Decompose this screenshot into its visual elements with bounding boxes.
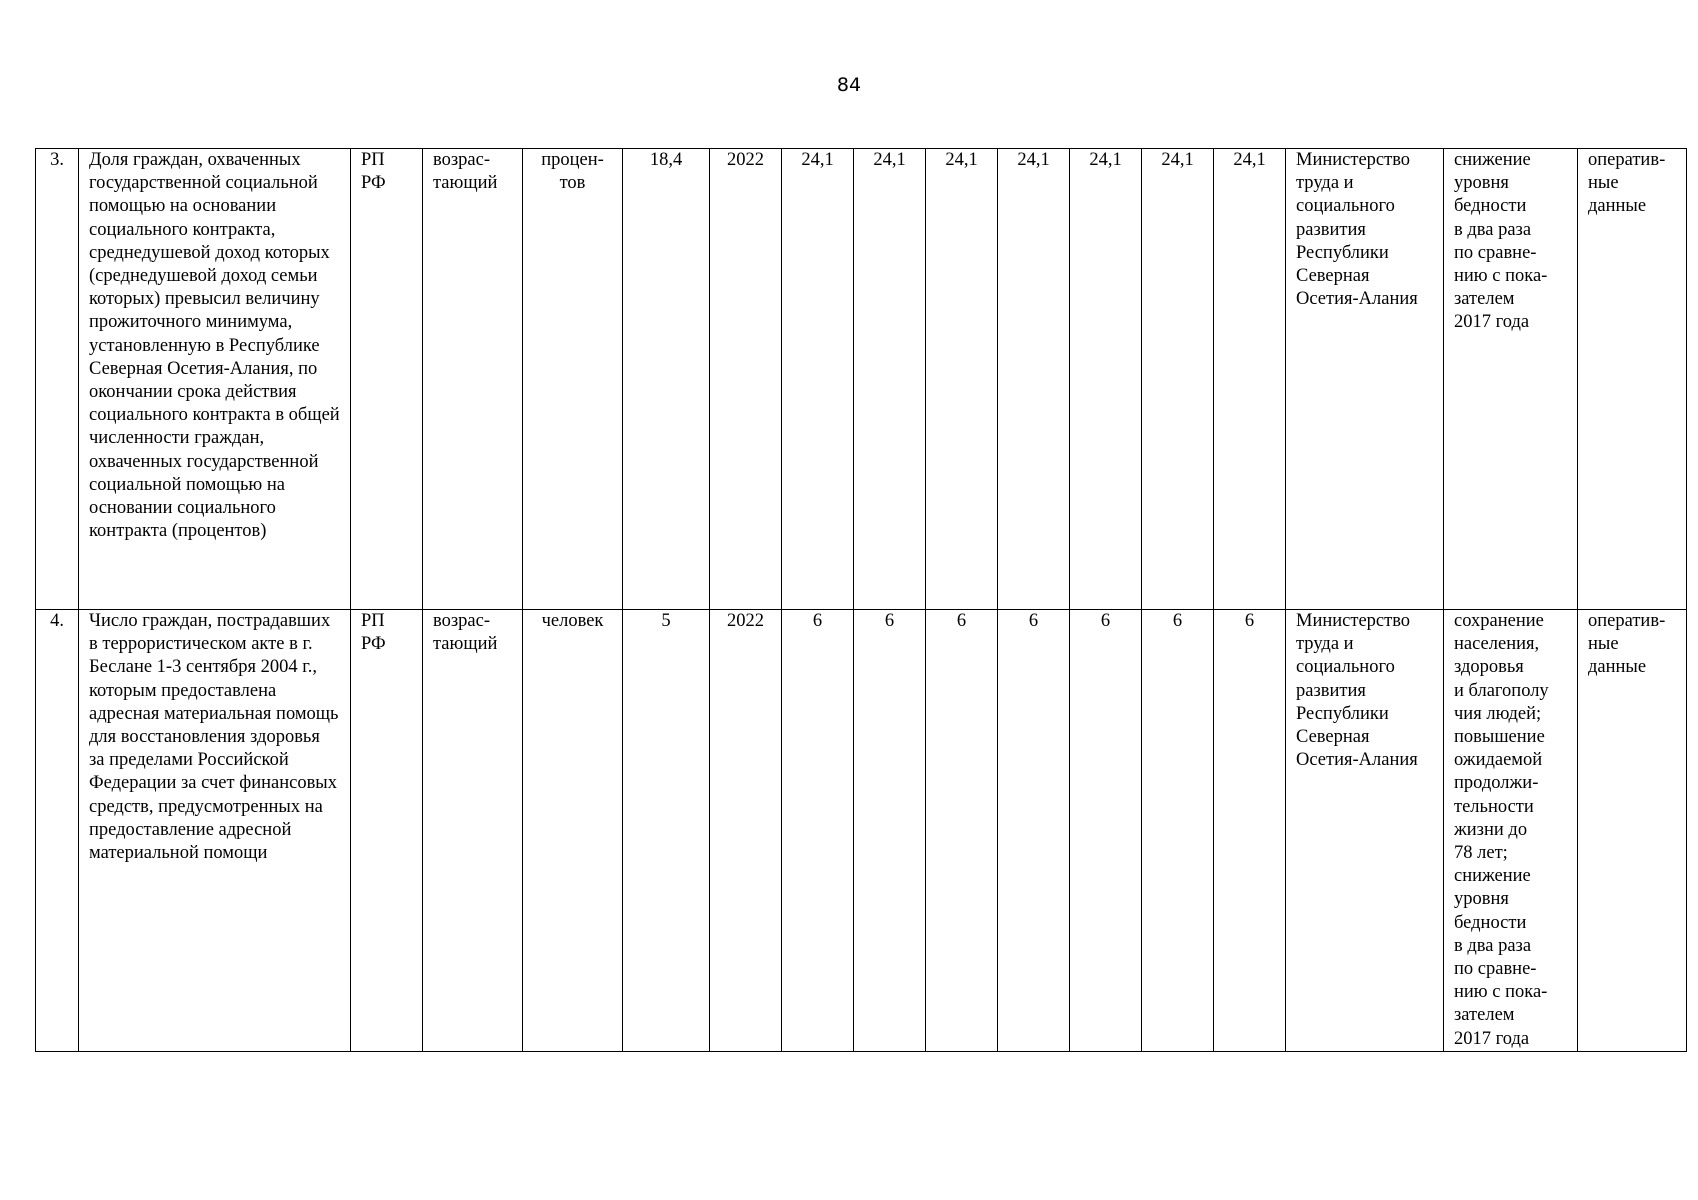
period-value: 24,1 <box>998 149 1070 610</box>
base-value: 5 <box>623 610 710 1052</box>
indicator-level: РП РФ <box>351 149 423 610</box>
period-value: 6 <box>926 610 998 1052</box>
period-value: 6 <box>854 610 926 1052</box>
table-row <box>36 610 1687 1052</box>
indicator-trend: возрас- тающий <box>423 610 523 1052</box>
period-value: 6 <box>782 610 854 1052</box>
national-goal: снижение уровня бедности в два раза по сравне- нию с пока- зателем 2017 года <box>1444 149 1578 610</box>
base-year: 2022 <box>710 149 782 610</box>
period-value: 24,1 <box>1142 149 1214 610</box>
period-value: 24,1 <box>1214 149 1286 610</box>
period-value: 6 <box>1070 610 1142 1052</box>
indicator-level: РП РФ <box>351 610 423 1052</box>
indicator-name: Число граждан, пострадавших в террористическом акте в г. Беслане 1-3 сентября 2004 г., которым предоставлена адресная материальная помощь для восстановления здоровья за пределами Российской Федерации за счет финансовых средств, предусмотренных на предоставление адресной материальной помощи <box>79 610 351 1052</box>
unit-of-measure: процен- тов <box>523 149 623 610</box>
responsible-body: Министерство труда и социального развития Республики Северная Осетия-Алания <box>1286 610 1444 1052</box>
unit-of-measure: человек <box>523 610 623 1052</box>
period-value: 24,1 <box>1070 149 1142 610</box>
data-source: оператив- ные данные <box>1578 610 1687 1052</box>
period-value: 6 <box>1142 610 1214 1052</box>
row-number: 3. <box>36 149 79 610</box>
period-value: 6 <box>1214 610 1286 1052</box>
national-goal: сохранение населения, здоровья и благополу чия людей; повышение ожидаемой продолжи- тельности жизни до 78 лет; снижение уровня бедности в два раза по сравне- нию с пока- зателем 2017 года <box>1444 610 1578 1052</box>
row-number: 4. <box>36 610 79 1052</box>
base-value: 18,4 <box>623 149 710 610</box>
period-value: 24,1 <box>854 149 926 610</box>
period-value: 6 <box>998 610 1070 1052</box>
table-row <box>36 149 1687 610</box>
base-year: 2022 <box>710 610 782 1052</box>
period-value: 24,1 <box>782 149 854 610</box>
indicators-table <box>35 148 1687 1052</box>
indicator-name: Доля граждан, охваченных государственной социальной помощью на основании социального контракта, среднедушевой доход которых (среднедушевой доход семьи которых) превысил величину прожиточного минимума, установленную в Республике Северная Осетия-Алания, по окончании срока действия социального контракта в общей численности граждан, охваченных государственной социальной помощью на основании социального контракта (процентов) <box>79 149 351 610</box>
period-value: 24,1 <box>926 149 998 610</box>
page-number: 84 <box>836 74 862 96</box>
responsible-body: Министерство труда и социального развития Республики Северная Осетия-Алания <box>1286 149 1444 610</box>
data-source: оператив- ные данные <box>1578 149 1687 610</box>
indicator-trend: возрас- тающий <box>423 149 523 610</box>
